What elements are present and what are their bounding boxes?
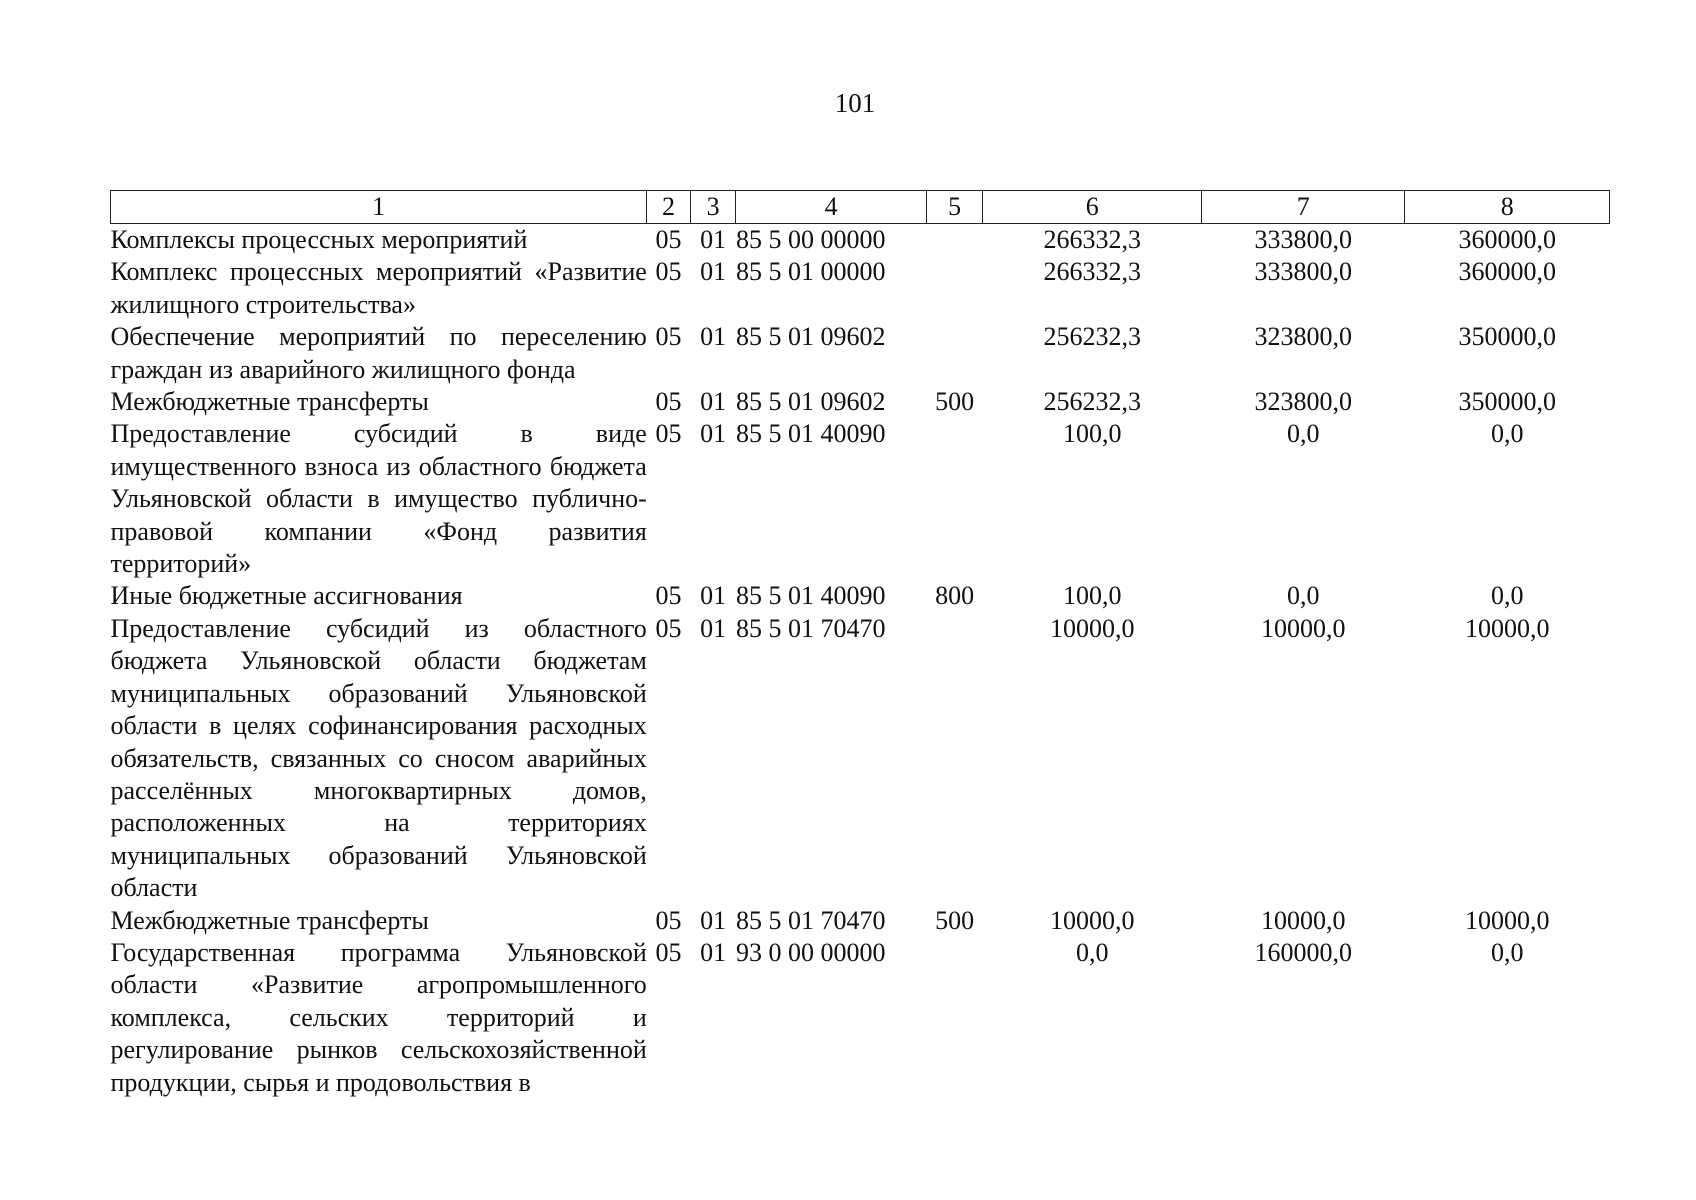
row-section: 05 <box>655 613 682 643</box>
row-section: 05 <box>655 322 682 352</box>
row-amount-col7: 333800,0 <box>1254 225 1352 254</box>
row-name: Предоставление субсидий из областного бюджета Ульяновской области бюджетам муниципальных образований Ульяновской области в целях софинансирования расходных обязательств, связанных со сносом аварийных расселённых многоквартирных домов, расположенных на территориях муниципальных образований Ульяновской области <box>110 613 647 903</box>
row-amount-col7: 10000,0 <box>1260 613 1346 643</box>
row-amount-col7: 160000,0 <box>1254 937 1352 967</box>
row-name: Государственная программа Ульяновской области «Развитие агропромышленного комплекса, сельских территорий и регулирование рынков сельскохозяйственной продукции, сырья и продовольствия в <box>110 937 647 1097</box>
table-row <box>111 418 1610 580</box>
row-subsection: 01 <box>700 937 727 967</box>
page-number: 101 <box>834 88 876 118</box>
header-col-1: 1 <box>111 191 647 224</box>
row-amount-col8: 10000,0 <box>1464 613 1550 643</box>
header-col-4: 4 <box>736 191 926 224</box>
row-expense-type <box>926 321 983 386</box>
row-subsection: 01 <box>700 613 727 643</box>
row-amount-col6: 100,0 <box>1062 581 1122 611</box>
row-amount-col6: 10000,0 <box>1049 905 1135 935</box>
row-target-code: 85 5 01 00000 <box>735 257 886 287</box>
row-amount-col7: 0,0 <box>1286 419 1320 449</box>
budget-table <box>110 190 1610 1099</box>
table-row <box>111 386 1610 418</box>
row-section: 05 <box>655 387 682 417</box>
row-name: Межбюджетные трансферты <box>110 387 429 417</box>
row-subsection: 01 <box>700 257 727 287</box>
row-section: 05 <box>655 905 682 935</box>
row-section: 05 <box>655 937 682 967</box>
header-col-8: 8 <box>1405 191 1610 224</box>
row-subsection: 01 <box>700 419 727 449</box>
row-expense-type <box>926 613 983 905</box>
row-target-code: 85 5 01 70470 <box>735 613 886 643</box>
row-amount-col7: 0,0 <box>1286 581 1320 611</box>
row-section: 05 <box>655 581 682 611</box>
header-col-2: 2 <box>647 191 691 224</box>
header-col-3: 3 <box>690 191 736 224</box>
row-target-code: 85 5 01 09602 <box>735 322 886 352</box>
row-amount-col8: 0,0 <box>1490 937 1524 967</box>
row-name: Предоставление субсидий в виде имущественного взноса из областного бюджета Ульяновской области в имущество публично-правовой компании «Фонд развития территорий» <box>110 419 647 579</box>
row-amount-col6: 256232,3 <box>1043 387 1141 417</box>
row-amount-col7: 10000,0 <box>1260 905 1346 935</box>
row-amount-col7: 323800,0 <box>1254 387 1352 417</box>
row-section: 05 <box>655 419 682 449</box>
row-subsection: 01 <box>700 581 727 611</box>
table-row <box>111 321 1610 386</box>
row-target-code: 85 5 01 40090 <box>735 581 886 611</box>
row-amount-col8: 350000,0 <box>1458 322 1556 352</box>
row-name: Комплекс процессных мероприятий «Развитие жилищного строительства» <box>110 257 647 319</box>
row-amount-col7: 323800,0 <box>1254 322 1352 352</box>
header-row <box>111 191 1610 224</box>
row-expense-type <box>926 418 983 580</box>
header-col-5: 5 <box>926 191 983 224</box>
row-subsection: 01 <box>700 387 727 417</box>
row-expense-type <box>926 937 983 1099</box>
row-amount-col6: 266332,3 <box>1043 257 1141 287</box>
row-amount-col7: 333800,0 <box>1254 257 1352 287</box>
header-col-7: 7 <box>1202 191 1405 224</box>
row-amount-col8: 360000,0 <box>1458 257 1556 287</box>
row-name: Обеспечение мероприятий по переселению граждан из аварийного жилищного фонда <box>110 322 647 384</box>
row-subsection: 01 <box>700 322 727 352</box>
table-row <box>111 905 1610 937</box>
row-target-code: 85 5 00 00000 <box>735 225 886 254</box>
row-subsection: 01 <box>700 905 727 935</box>
table-row <box>111 580 1610 612</box>
row-name: Межбюджетные трансферты <box>110 905 429 935</box>
row-amount-col8: 10000,0 <box>1464 905 1550 935</box>
row-name: Комплексы процессных мероприятий <box>110 225 528 254</box>
row-expense-type: 500 <box>935 387 975 417</box>
header-col-6: 6 <box>983 191 1202 224</box>
row-amount-col8: 0,0 <box>1490 419 1524 449</box>
row-amount-col6: 10000,0 <box>1049 613 1135 643</box>
row-amount-col6: 256232,3 <box>1043 322 1141 352</box>
row-amount-col6: 100,0 <box>1062 419 1122 449</box>
row-amount-col8: 360000,0 <box>1458 225 1556 254</box>
row-section: 05 <box>655 257 682 287</box>
row-target-code: 85 5 01 09602 <box>735 387 886 417</box>
row-target-code: 93 0 00 00000 <box>735 937 886 967</box>
table-row <box>111 256 1610 321</box>
row-amount-col6: 266332,3 <box>1043 225 1141 254</box>
row-section: 05 <box>655 225 682 254</box>
row-subsection: 01 <box>700 225 727 254</box>
row-expense-type <box>926 224 983 257</box>
row-amount-col6: 0,0 <box>1075 937 1109 967</box>
row-amount-col8: 350000,0 <box>1458 387 1556 417</box>
row-amount-col8: 0,0 <box>1490 581 1524 611</box>
row-name: Иные бюджетные ассигнования <box>110 581 463 611</box>
row-expense-type <box>926 256 983 321</box>
row-expense-type: 800 <box>935 581 975 611</box>
row-target-code: 85 5 01 70470 <box>735 905 886 935</box>
row-expense-type: 500 <box>935 905 975 935</box>
table-row <box>111 224 1610 257</box>
row-target-code: 85 5 01 40090 <box>735 419 886 449</box>
table-row <box>111 613 1610 905</box>
table-row <box>111 937 1610 1099</box>
